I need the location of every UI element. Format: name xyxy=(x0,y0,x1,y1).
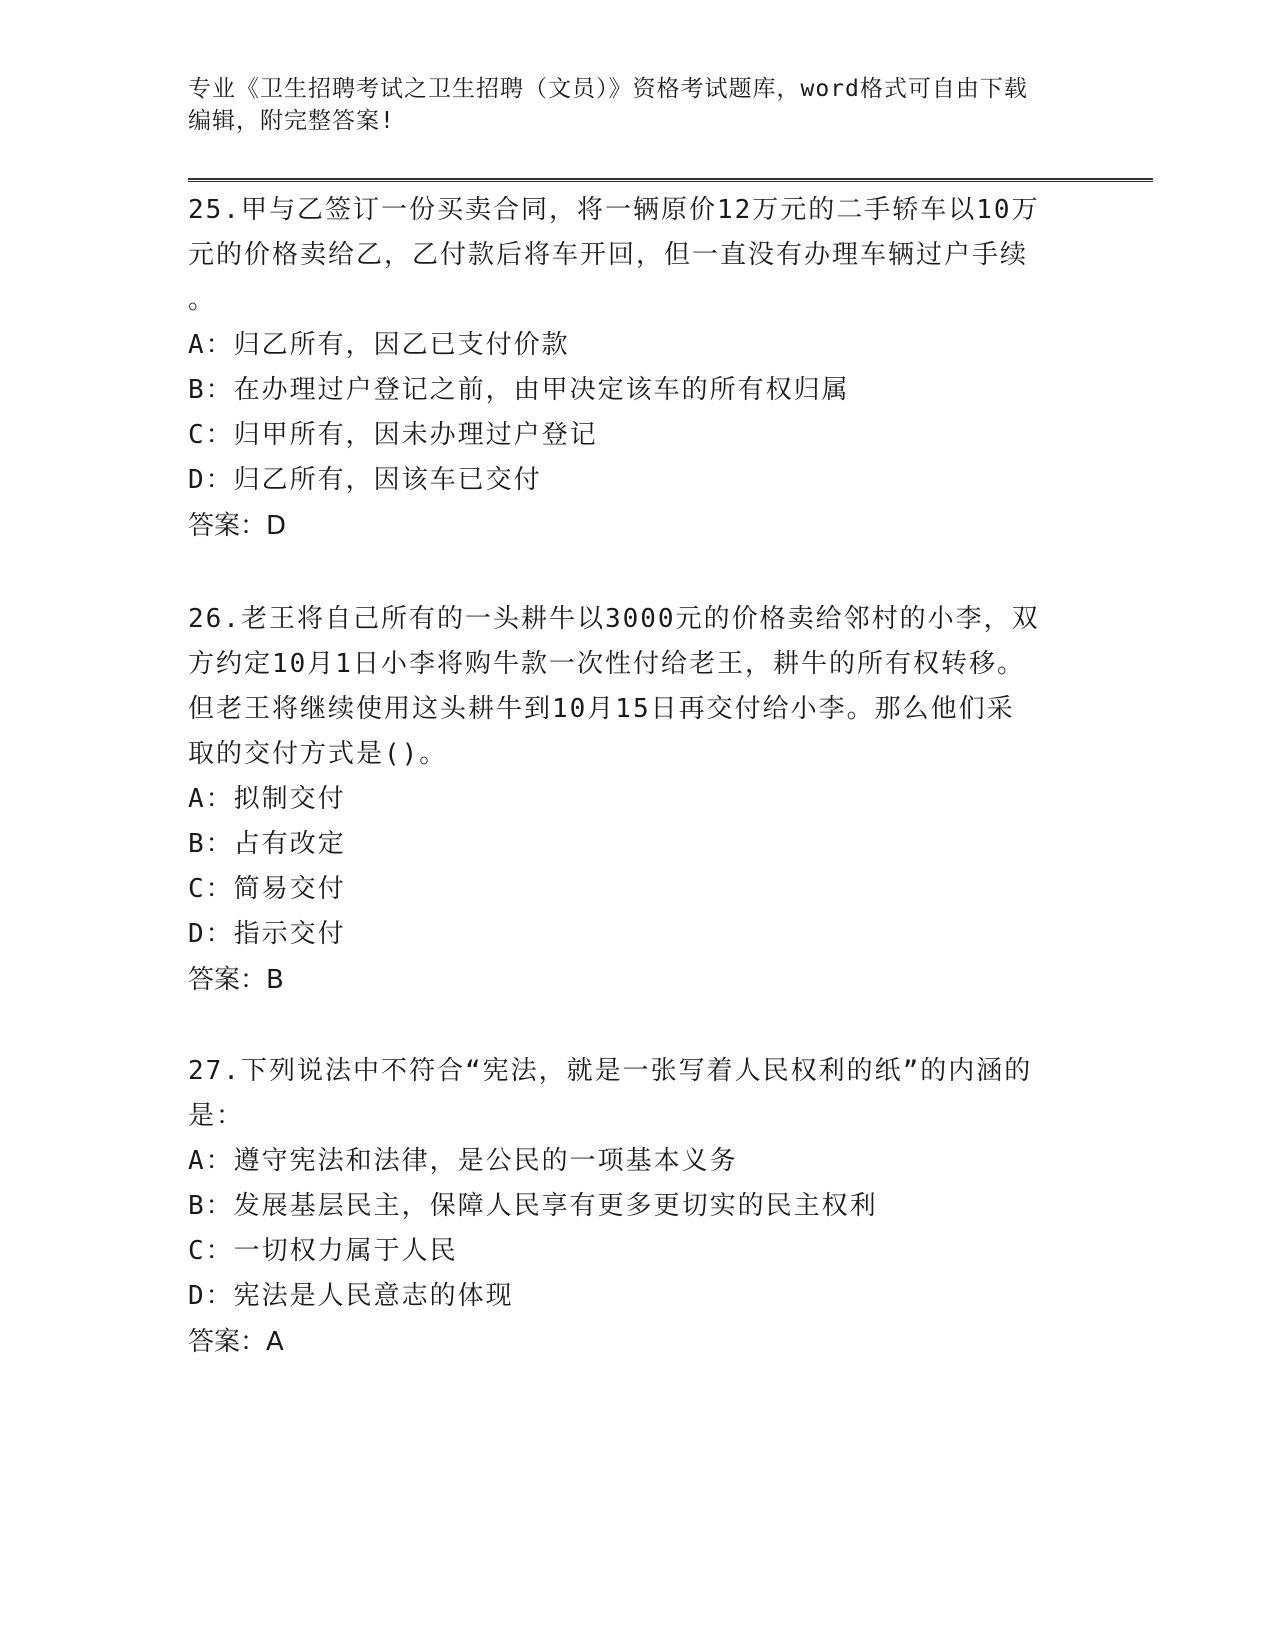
document-header xyxy=(188,73,1088,137)
option-d: D：指示交付 xyxy=(188,919,346,949)
answer-label: 答案：B xyxy=(188,965,284,995)
question-26 xyxy=(188,597,1088,1003)
question-stem-line: 取的交付方式是()。 xyxy=(188,739,448,769)
option-b: B：在办理过户登记之前，由甲决定该车的所有权归属 xyxy=(188,375,850,405)
question-stem-line: 26.老王将自己所有的一头耕牛以3000元的价格卖给邻村的小李，双 xyxy=(188,604,1040,634)
answer-label: 答案：A xyxy=(188,1327,284,1357)
header-divider xyxy=(188,178,1153,182)
question-stem-line: 但老王将继续使用这头耕牛到10月15日再交付给小李。那么他们采 xyxy=(188,694,1015,724)
option-d: D：宪法是人民意志的体现 xyxy=(188,1281,514,1311)
option-a: A：拟制交付 xyxy=(188,784,346,814)
option-c: C：归甲所有，因未办理过户登记 xyxy=(188,420,598,450)
header-line-2: 编辑，附完整答案! xyxy=(188,108,395,134)
option-c: C：一切权力属于人民 xyxy=(188,1236,458,1266)
header-line-1: 专业《卫生招聘考试之卫生招聘（文员）》资格考试题库，word格式可自由下载 xyxy=(188,76,1028,102)
option-b: B：发展基层民主，保障人民享有更多更切实的民主权利 xyxy=(188,1191,878,1221)
option-a: A：归乙所有，因乙已支付价款 xyxy=(188,330,570,360)
question-stem-line: 27.下列说法中不符合“宪法，就是一张写着人民权利的纸”的内涵的 xyxy=(188,1056,1033,1086)
question-stem-line: 25.甲与乙签订一份买卖合同，将一辆原价12万元的二手轿车以10万 xyxy=(188,195,1040,225)
option-a: A：遵守宪法和法律，是公民的一项基本义务 xyxy=(188,1146,738,1176)
question-stem-line: 元的价格卖给乙，乙付款后将车开回，但一直没有办理车辆过户手续 xyxy=(188,240,1029,270)
answer-label: 答案：D xyxy=(188,511,287,541)
question-27 xyxy=(188,1049,1088,1365)
question-25 xyxy=(188,188,1088,549)
question-stem-line: 。 xyxy=(188,285,217,315)
option-b: B：占有改定 xyxy=(188,829,346,859)
option-d: D：归乙所有，因该车已交付 xyxy=(188,465,542,495)
option-c: C：简易交付 xyxy=(188,874,346,904)
question-stem-line: 方约定10月1日小李将购牛款一次性付给老王，耕牛的所有权转移。 xyxy=(188,649,1025,679)
question-stem-line: 是： xyxy=(188,1101,245,1131)
